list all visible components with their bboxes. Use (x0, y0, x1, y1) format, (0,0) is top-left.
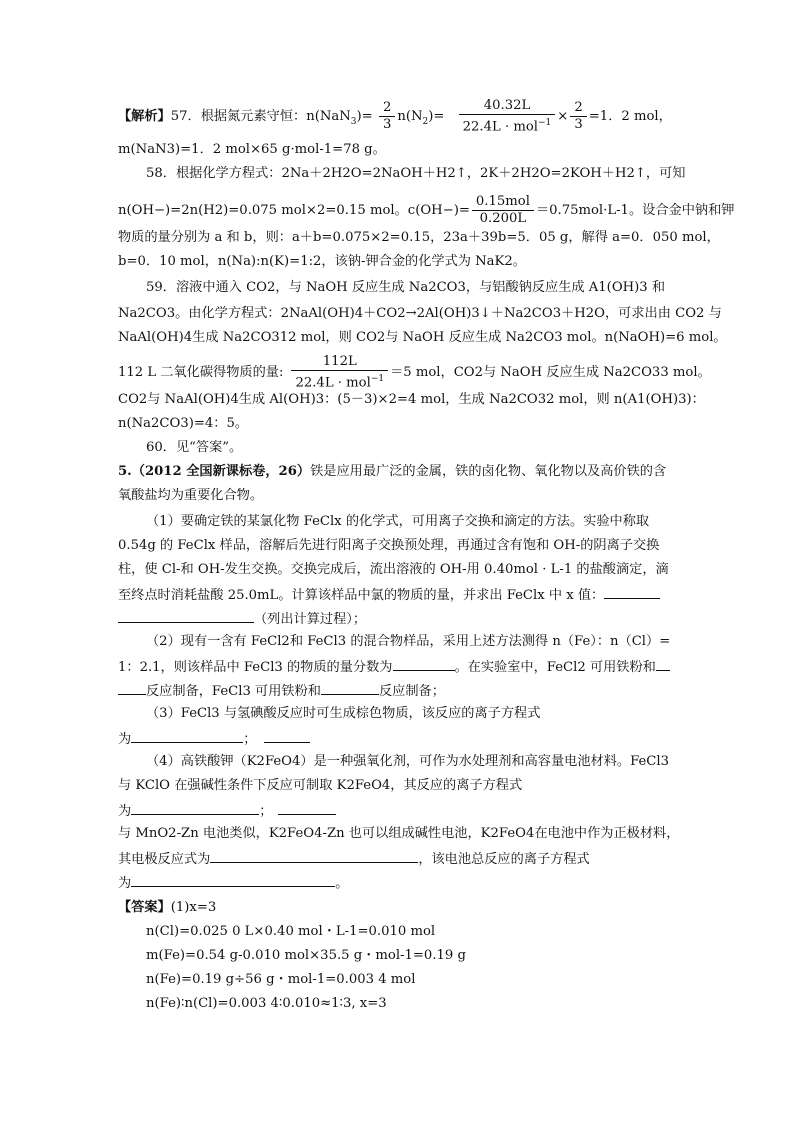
fraction: $\frac{2}{3}$ (570, 100, 586, 133)
answer-tag: 【答案】 (118, 900, 171, 915)
q5-p4-line2: 与 KClO 在强碱性条件下反应可制取 K2FeO4，其反应的离子方程式 (118, 778, 523, 793)
sol58-line4: b=0．10 mol，n(Na):n(K)=1:2，该钠-钾合金的化学式为 NaK2。 (118, 254, 526, 269)
answer-blank[interactable] (604, 584, 660, 599)
answer-blank[interactable] (131, 800, 259, 815)
fraction: $\frac{112L}{22.4L \cdot mol^{-1}}$ (291, 354, 388, 391)
fraction: $\frac{40.32L}{22.4L \cdot mol^{-1}}$ (459, 98, 556, 135)
q5-p3-line1: （3）FeCl3 与氢碘酸反应时可生成棕色物质，该反应的离子方程式 (146, 706, 541, 721)
fraction: $\frac{2}{3}$ (379, 100, 395, 133)
q5-p2-line1: （2）现有一含有 FeCl2和 FeCl3 的混合物样品，采用上述方法测得 n（Fe）：n（Cl）= (146, 634, 671, 649)
sol58-line3: 物质的量分别为 a 和 b，则：a＋b=0.075×2=0.15，23a＋39b=5．05 g，解得 a=0．050 mol， (118, 230, 720, 245)
q5-p4-line4: 与 MnO2-Zn 电池类似，K2FeO4-Zn 也可以组成碱性电池，K2FeO4在电池中作为正极材料， (118, 826, 680, 841)
answer-line0: 【答案】(1)x=3 (118, 900, 217, 915)
q5-p4-line6: 为 。 (118, 872, 348, 894)
q5-p4-line3: 为 ； (118, 800, 336, 822)
sol59-line5: CO2与 NaAl(OH)4生成 Al(OH)3：(5－3)×2=4 mol，生成 Na2CO32 mol，则 n(A1(OH)3)： (118, 392, 705, 407)
answer-blank[interactable] (393, 656, 455, 671)
sol57-line1: 【解析】57．根据氮元素守恒：n(NaN$_3$)= $\frac{2}{3}$ $n(N_2)=$ $\frac{40.32L}{22.4L \cdot mol^{-1}}$ × $\frac{2}{3}$ =1．2 mol， (118, 98, 672, 135)
sol57-line2: m(NaN3)=1．2 mol×65 g·mol-1=78 g。 (118, 142, 386, 157)
answer-blank[interactable] (264, 728, 310, 743)
sol58-line2: n(OH−)=2n(H2)=0.075 mol×2=0.15 mol。c(OH−)= $\frac{\text{0.15mol}}{0.200L}$ ＝0.75mol·L-1。设合金中钠和钾 (118, 194, 735, 226)
sol59-line2: Na2CO3。由化学方程式：2NaAl(OH)4＋CO2→2Al(OH)3↓＋Na2CO3＋H2O，可求出由 CO2 与 (118, 306, 722, 321)
q5-p1-line2: 0.54g 的 FeClx 样品，溶解后先进行阳离子交换预处理，再通过含有饱和 OH-的阴离子交换 (118, 538, 660, 553)
answer-line3: n(Fe)=0.19 g÷56 g・mol-1=0.003 4 mol (146, 972, 416, 987)
q5-p4-line1: （4）高铁酸钾（K2FeO4）是一种强氧化剂，可作为水处理剂和高容量电池材料。FeCl3 (146, 754, 669, 769)
q5-p2-line3: 反应制备，FeCl3 可用铁粉和 反应制备； (118, 680, 445, 702)
q5-p1-line5: （列出计算过程）； (118, 608, 366, 630)
sol58-line1: 58．根据化学方程式：2Na＋2H2O=2NaOH＋H2↑，2K＋2H2O=2KOH＋H2↑，可知 (146, 166, 686, 181)
answer-blank[interactable] (118, 608, 254, 623)
analysis-tag: 【解析】 (118, 109, 171, 125)
q5-p1-line3: 柱，使 Cl-和 OH-发生交换。交换完成后，流出溶液的 OH-用 0.40mol · L-1 的盐酸滴定，滴 (118, 562, 669, 577)
answer-blank[interactable] (321, 680, 379, 695)
answer-blank[interactable] (118, 680, 146, 695)
sol59-line4: 112 L 二氧化碳得物质的量: $\frac{112L}{22.4L \cdot mol^{-1}}$ ＝5 mol，CO2与 NaOH 反应生成 Na2CO33 mol。 (118, 354, 711, 391)
q5-p1-line1: （1）要确定铁的某氯化物 FeClx 的化学式，可用离子交换和滴定的方法。实验中称取 (146, 514, 650, 529)
answer-line4: n(Fe)∶n(Cl)=0.003 4∶0.010≈1∶3, x=3 (146, 996, 387, 1011)
q5-line1: 5.（2012 全国新课标卷，26）铁是应用最广泛的金属，铁的卤化物、氧化物以及高价铁的含 (118, 464, 667, 479)
q5-p2-line2: 1：2.1，则该样品中 FeCl3 的物质的量分数为 。在实验室中，FeCl2 可用铁粉和 (118, 656, 670, 678)
q5-p3-line2: 为 ； (118, 728, 310, 750)
answer-blank[interactable] (278, 800, 336, 815)
answer-blank[interactable] (131, 872, 335, 887)
q5-line2: 氧酸盐均为重要化合物。 (118, 488, 264, 503)
q5-p4-line5: 其电极反应式为 ，该电池总反应的离子方程式 (118, 848, 590, 870)
answer-line2: m(Fe)=0.54 g-0.010 mol×35.5 g・mol-1=0.19 g (146, 948, 466, 963)
sol59-line3: NaAl(OH)4生成 Na2CO312 mol，则 CO2与 NaOH 反应生成 Na2CO3 mol。n(NaOH)=6 mol。 (118, 330, 727, 345)
fraction: $\frac{\text{0.15mol}}{0.200L}$ (472, 194, 534, 227)
answer-blank[interactable] (131, 728, 243, 743)
q5-p1-line4: 至终点时消耗盐酸 25.0mL。计算该样品中氯的物质的量，并求出 FeClx 中 x 值： (118, 584, 660, 606)
answer-blank[interactable] (656, 656, 670, 671)
sol60-line: 60．见“答案”。 (146, 440, 243, 455)
sol59-line1: 59．溶液中通入 CO2，与 NaOH 反应生成 Na2CO3，与铝酸钠反应生成 A1(OH)3 和 (146, 280, 666, 295)
answer-line1: n(Cl)=0.025 0 L×0.40 mol・L-1=0.010 mol (146, 924, 436, 939)
answer-blank[interactable] (210, 848, 418, 863)
question-heading: 5.（2012 全国新课标卷，26） (118, 464, 311, 479)
sol59-line6: n(Na2CO3)=4：5。 (118, 416, 249, 431)
